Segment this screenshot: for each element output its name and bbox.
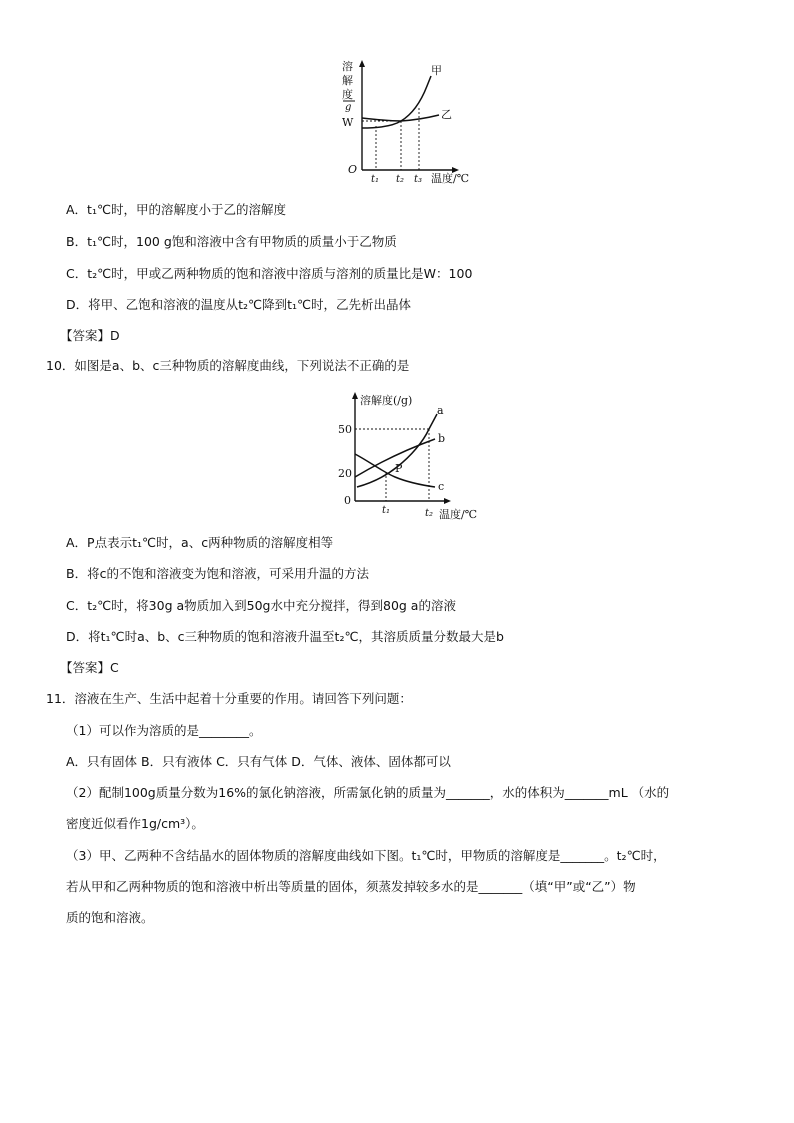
- fig1-label-yi: 乙: [441, 108, 452, 121]
- fig1-curve-yi: [362, 115, 439, 121]
- fig1-w-label: W: [342, 116, 354, 129]
- q10-option-b: B．将c的不饱和溶液变为饱和溶液，可采用升温的方法: [66, 566, 369, 581]
- fig2-ytick-20: 20: [338, 467, 352, 480]
- fig1-y-arrow: [359, 60, 365, 67]
- q11-part3-line3: 质的饱和溶液。: [66, 910, 154, 925]
- figure-1-solubility-graph: [335, 58, 485, 186]
- q11-part2-line2: 密度近似看作1g/cm³）。: [66, 816, 204, 831]
- fig2-curve-a: [357, 414, 437, 487]
- fig1-ylabel-1: 溶: [342, 60, 353, 73]
- fig1-ylabel-2: 解: [342, 74, 353, 87]
- fig2-xlabel: 温度/℃: [439, 508, 478, 521]
- q10-option-a: A．P点表示t₁℃时，a、c两种物质的溶解度相等: [66, 535, 334, 550]
- q9-option-b: B．t₁℃时，100 g饱和溶液中含有甲物质的质量小于乙物质: [66, 234, 397, 249]
- fig1-tick-t2: t₂: [396, 174, 405, 185]
- fig2-x-arrow: [444, 498, 451, 504]
- q9-option-c: C．t₂℃时，甲或乙两种物质的饱和溶液中溶质与溶剂的质量比是W：100: [66, 266, 473, 281]
- fig2-ylabel: 溶解度(/g): [360, 394, 413, 407]
- q9-answer: 【答案】D: [60, 328, 120, 343]
- fig2-tick-t2: t₂: [425, 508, 434, 519]
- q10-answer: 【答案】C: [60, 660, 119, 675]
- q10-stem: 10．如图是a、b、c三种物质的溶解度曲线，下列说法不正确的是: [46, 358, 410, 373]
- fig2-label-b: b: [438, 432, 446, 445]
- fig1-ylabel-4: g: [345, 102, 352, 113]
- fig1-tick-t3: t₃: [414, 174, 423, 185]
- q11-part3-line2: 若从甲和乙两种物质的饱和溶液中析出等质量的固体，须蒸发掉较多水的是_______（填“甲”或“乙”）物: [66, 879, 636, 894]
- fig1-label-jia: 甲: [431, 64, 442, 77]
- q10-option-c: C．t₂℃时，将30g a物质加入到50g水中充分搅拌，得到80g a的溶液: [66, 598, 456, 613]
- q11-stem: 11．溶液在生产、生活中起着十分重要的作用。请回答下列问题：: [46, 691, 412, 706]
- q11-part1: （1）可以作为溶质的是________。: [66, 723, 262, 738]
- fig2-ytick-0: 0: [344, 494, 351, 507]
- fig1-tick-t1: t₁: [371, 174, 380, 185]
- fig2-y-arrow: [352, 392, 358, 399]
- q11-part3-line1: （3）甲、乙两种不含结晶水的固体物质的溶解度曲线如下图。t₁℃时，甲物质的溶解度是_______。t₂℃时，: [66, 848, 666, 863]
- fig2-point-p: P: [395, 462, 403, 475]
- q10-option-d: D．将t₁℃时a、b、c三种物质的饱和溶液升温至t₂℃，其溶质质量分数最大是b: [66, 629, 504, 644]
- q11-part1-options: A．只有固体 B．只有液体 C．只有气体 D．气体、液体、固体都可以: [66, 754, 451, 769]
- figure-2-solubility-graph: [335, 390, 495, 522]
- fig2-tick-t1: t₁: [382, 505, 391, 516]
- fig1-xlabel: 温度/℃: [431, 172, 470, 185]
- q11-part2-line1: （2）配制100g质量分数为16%的氯化钠溶液，所需氯化钠的质量为_______，水的体积为_______mL （水的: [66, 785, 670, 800]
- q9-option-d: D．将甲、乙饱和溶液的温度从t₂℃降到t₁℃时，乙先析出晶体: [66, 297, 412, 312]
- fig2-ytick-50: 50: [338, 423, 352, 436]
- q9-option-a: A．t₁℃时，甲的溶解度小于乙的溶解度: [66, 202, 287, 217]
- fig1-origin: O: [348, 163, 358, 176]
- fig2-label-c: c: [438, 480, 445, 493]
- fig1-ylabel-3: 度: [342, 88, 353, 101]
- fig2-label-a: a: [437, 404, 444, 417]
